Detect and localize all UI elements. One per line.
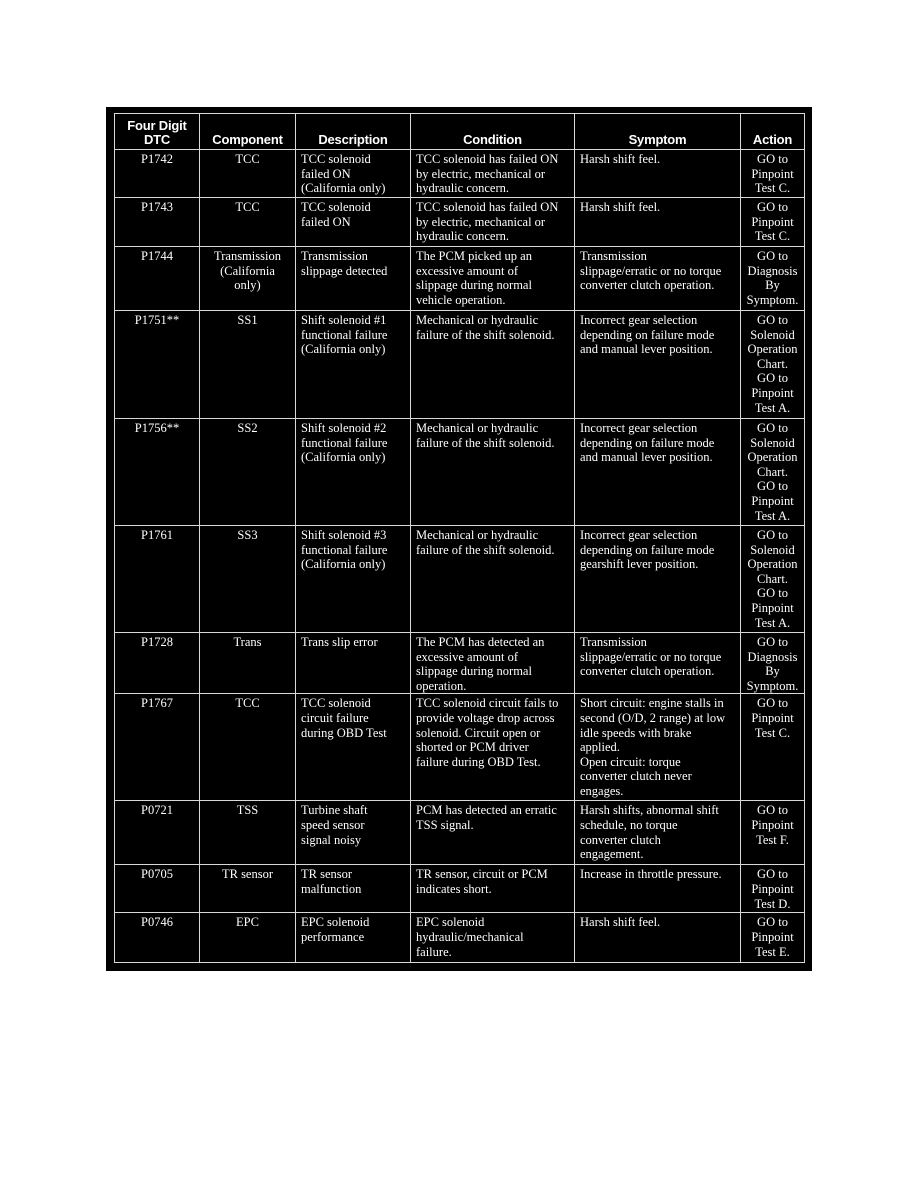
action-cell: GO to Solenoid Operation Chart. GO to Pinpoint Test A. xyxy=(741,526,805,633)
table-row xyxy=(115,801,805,865)
description-cell: TCC solenoid circuit failure during OBD Test xyxy=(296,694,411,801)
header-symptom: Symptom xyxy=(575,114,741,150)
table-row xyxy=(115,150,805,198)
symptom-cell: Incorrect gear selection depending on failure mode and manual lever position. xyxy=(575,419,741,526)
symptom-cell: Transmission slippage/erratic or no torque converter clutch operation. xyxy=(575,247,741,311)
symptom-cell: Incorrect gear selection depending on failure mode gearshift lever position. xyxy=(575,526,741,633)
table-row xyxy=(115,526,805,633)
component-cell: TCC xyxy=(200,694,296,801)
dtc-cell: P0721 xyxy=(115,801,200,865)
condition-cell: TCC solenoid has failed ON by electric, mechanical or hydraulic concern. xyxy=(411,198,575,247)
condition-cell: The PCM picked up an excessive amount of slippage during normal vehicle operation. xyxy=(411,247,575,311)
component-cell: Trans xyxy=(200,633,296,694)
header-dtc: Four Digit DTC xyxy=(115,114,200,150)
component-cell: TCC xyxy=(200,150,296,198)
dtc-cell: P0705 xyxy=(115,865,200,913)
action-cell: GO to Pinpoint Test E. xyxy=(741,913,805,963)
dtc-cell: P1761 xyxy=(115,526,200,633)
dtc-cell: P1767 xyxy=(115,694,200,801)
dtc-cell: P1743 xyxy=(115,198,200,247)
component-cell: Transmission (California only) xyxy=(200,247,296,311)
description-cell: Trans slip error xyxy=(296,633,411,694)
description-cell: Transmission slippage detected xyxy=(296,247,411,311)
condition-cell: PCM has detected an erratic TSS signal. xyxy=(411,801,575,865)
dtc-cell: P1744 xyxy=(115,247,200,311)
description-cell: TCC solenoid failed ON xyxy=(296,198,411,247)
table-row xyxy=(115,633,805,694)
table-header-row xyxy=(115,114,805,150)
header-description: Description xyxy=(296,114,411,150)
dtc-cell: P0746 xyxy=(115,913,200,963)
table-row xyxy=(115,913,805,963)
condition-cell: TR sensor, circuit or PCM indicates short. xyxy=(411,865,575,913)
component-cell: SS3 xyxy=(200,526,296,633)
description-cell: EPC solenoid performance xyxy=(296,913,411,963)
description-cell: Turbine shaft speed sensor signal noisy xyxy=(296,801,411,865)
description-cell: Shift solenoid #3 functional failure (California only) xyxy=(296,526,411,633)
table-row xyxy=(115,694,805,801)
table-row xyxy=(115,419,805,526)
symptom-cell: Harsh shift feel. xyxy=(575,150,741,198)
condition-cell: Mechanical or hydraulic failure of the shift solenoid. xyxy=(411,526,575,633)
symptom-cell: Harsh shift feel. xyxy=(575,198,741,247)
dtc-cell: P1742 xyxy=(115,150,200,198)
description-cell: TR sensor malfunction xyxy=(296,865,411,913)
component-cell: TSS xyxy=(200,801,296,865)
condition-cell: TCC solenoid has failed ON by electric, mechanical or hydraulic concern. xyxy=(411,150,575,198)
table-row xyxy=(115,311,805,419)
action-cell: GO to Pinpoint Test C. xyxy=(741,198,805,247)
action-cell: GO to Solenoid Operation Chart. GO to Pinpoint Test A. xyxy=(741,311,805,419)
symptom-cell: Increase in throttle pressure. xyxy=(575,865,741,913)
component-cell: EPC xyxy=(200,913,296,963)
symptom-cell: Harsh shifts, abnormal shift schedule, no torque converter clutch engagement. xyxy=(575,801,741,865)
component-cell: SS2 xyxy=(200,419,296,526)
symptom-cell: Incorrect gear selection depending on failure mode and manual lever position. xyxy=(575,311,741,419)
action-cell: GO to Diagnosis By Symptom. xyxy=(741,247,805,311)
condition-cell: Mechanical or hydraulic failure of the shift solenoid. xyxy=(411,419,575,526)
table-row xyxy=(115,865,805,913)
table-row xyxy=(115,198,805,247)
action-cell: GO to Diagnosis By Symptom. xyxy=(741,633,805,694)
symptom-cell: Short circuit: engine stalls in second (O/D, 2 range) at low idle speeds with brake applied. Open circuit: torque converter clutch never engages. xyxy=(575,694,741,801)
component-cell: TR sensor xyxy=(200,865,296,913)
dtc-cell: P1728 xyxy=(115,633,200,694)
action-cell: GO to Pinpoint Test C. xyxy=(741,694,805,801)
dtc-cell: P1751** xyxy=(115,311,200,419)
condition-cell: TCC solenoid circuit fails to provide voltage drop across solenoid. Circuit open or shorted or PCM driver failure during OBD Test. xyxy=(411,694,575,801)
symptom-cell: Transmission slippage/erratic or no torque converter clutch operation. xyxy=(575,633,741,694)
condition-cell: Mechanical or hydraulic failure of the shift solenoid. xyxy=(411,311,575,419)
description-cell: TCC solenoid failed ON (California only) xyxy=(296,150,411,198)
component-cell: SS1 xyxy=(200,311,296,419)
condition-cell: The PCM has detected an excessive amount of slippage during normal operation. xyxy=(411,633,575,694)
description-cell: Shift solenoid #1 functional failure (California only) xyxy=(296,311,411,419)
symptom-cell: Harsh shift feel. xyxy=(575,913,741,963)
action-cell: GO to Pinpoint Test C. xyxy=(741,150,805,198)
table-row xyxy=(115,247,805,311)
header-condition: Condition xyxy=(411,114,575,150)
header-action: Action xyxy=(741,114,805,150)
action-cell: GO to Pinpoint Test D. xyxy=(741,865,805,913)
dtc-table xyxy=(114,113,805,963)
dtc-cell: P1756** xyxy=(115,419,200,526)
condition-cell: EPC solenoid hydraulic/mechanical failure. xyxy=(411,913,575,963)
action-cell: GO to Pinpoint Test F. xyxy=(741,801,805,865)
header-component: Component xyxy=(200,114,296,150)
component-cell: TCC xyxy=(200,198,296,247)
dtc-table-sheet xyxy=(106,107,812,971)
action-cell: GO to Solenoid Operation Chart. GO to Pinpoint Test A. xyxy=(741,419,805,526)
description-cell: Shift solenoid #2 functional failure (California only) xyxy=(296,419,411,526)
